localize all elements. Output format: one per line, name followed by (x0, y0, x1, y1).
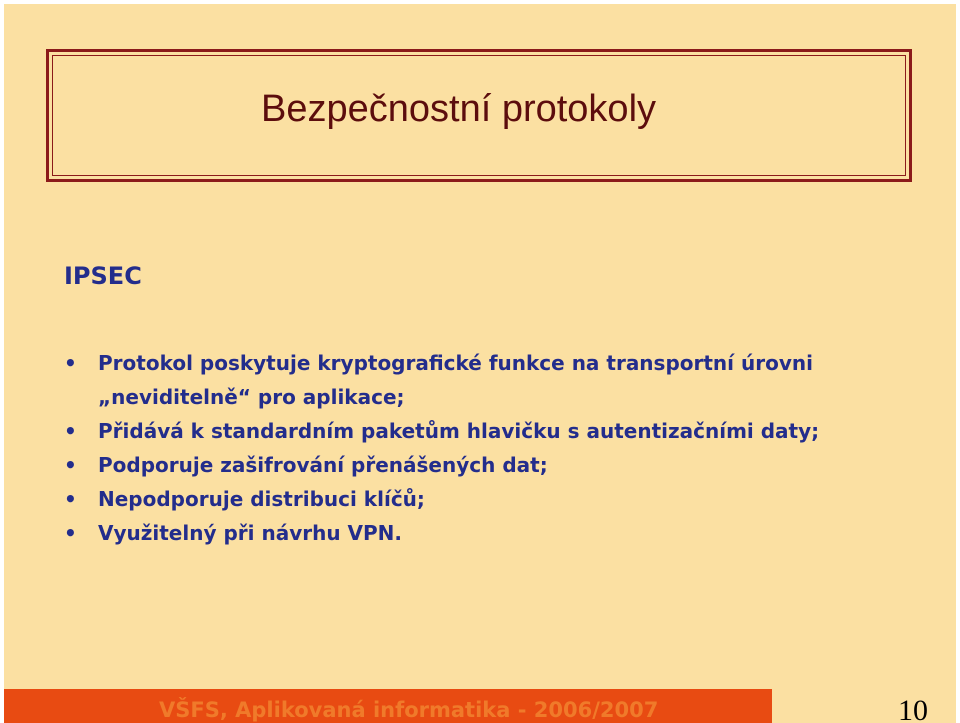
footer-text: VŠFS, Aplikovaná informatika - 2006/2007 (159, 698, 659, 722)
bullet-item (64, 346, 898, 414)
slide (4, 4, 956, 723)
bullet-text: Využitelný při návrhu VPN. (98, 521, 403, 545)
bullet-list (64, 346, 898, 550)
bullet-text: Protokol poskytuje kryptografické funkce na transportní úrovni „neviditelně“ pro aplikace; (98, 351, 813, 409)
bullet-marker: • (64, 351, 77, 375)
bullet-marker: • (64, 487, 77, 511)
bullet-item (64, 516, 898, 550)
bullet-item (64, 414, 898, 448)
bullet-text: Podporuje zašifrování přenášených dat; (98, 453, 548, 477)
slide-title: Bezpečnostní protokoly (261, 88, 657, 130)
footer-bar (4, 689, 772, 723)
bullet-marker: • (64, 419, 77, 443)
title-box (46, 49, 912, 182)
section-heading: IPSEC (64, 262, 142, 290)
bullet-marker: • (64, 521, 77, 545)
page-number: 10 (898, 694, 928, 723)
bullet-text: Nepodporuje distribuci klíčů; (98, 487, 425, 511)
bullet-item (64, 448, 898, 482)
bullet-text: Přidává k standardním paketům hlavičku s autentizačními daty; (98, 419, 820, 443)
bullet-marker: • (64, 453, 77, 477)
bullet-item (64, 482, 898, 516)
